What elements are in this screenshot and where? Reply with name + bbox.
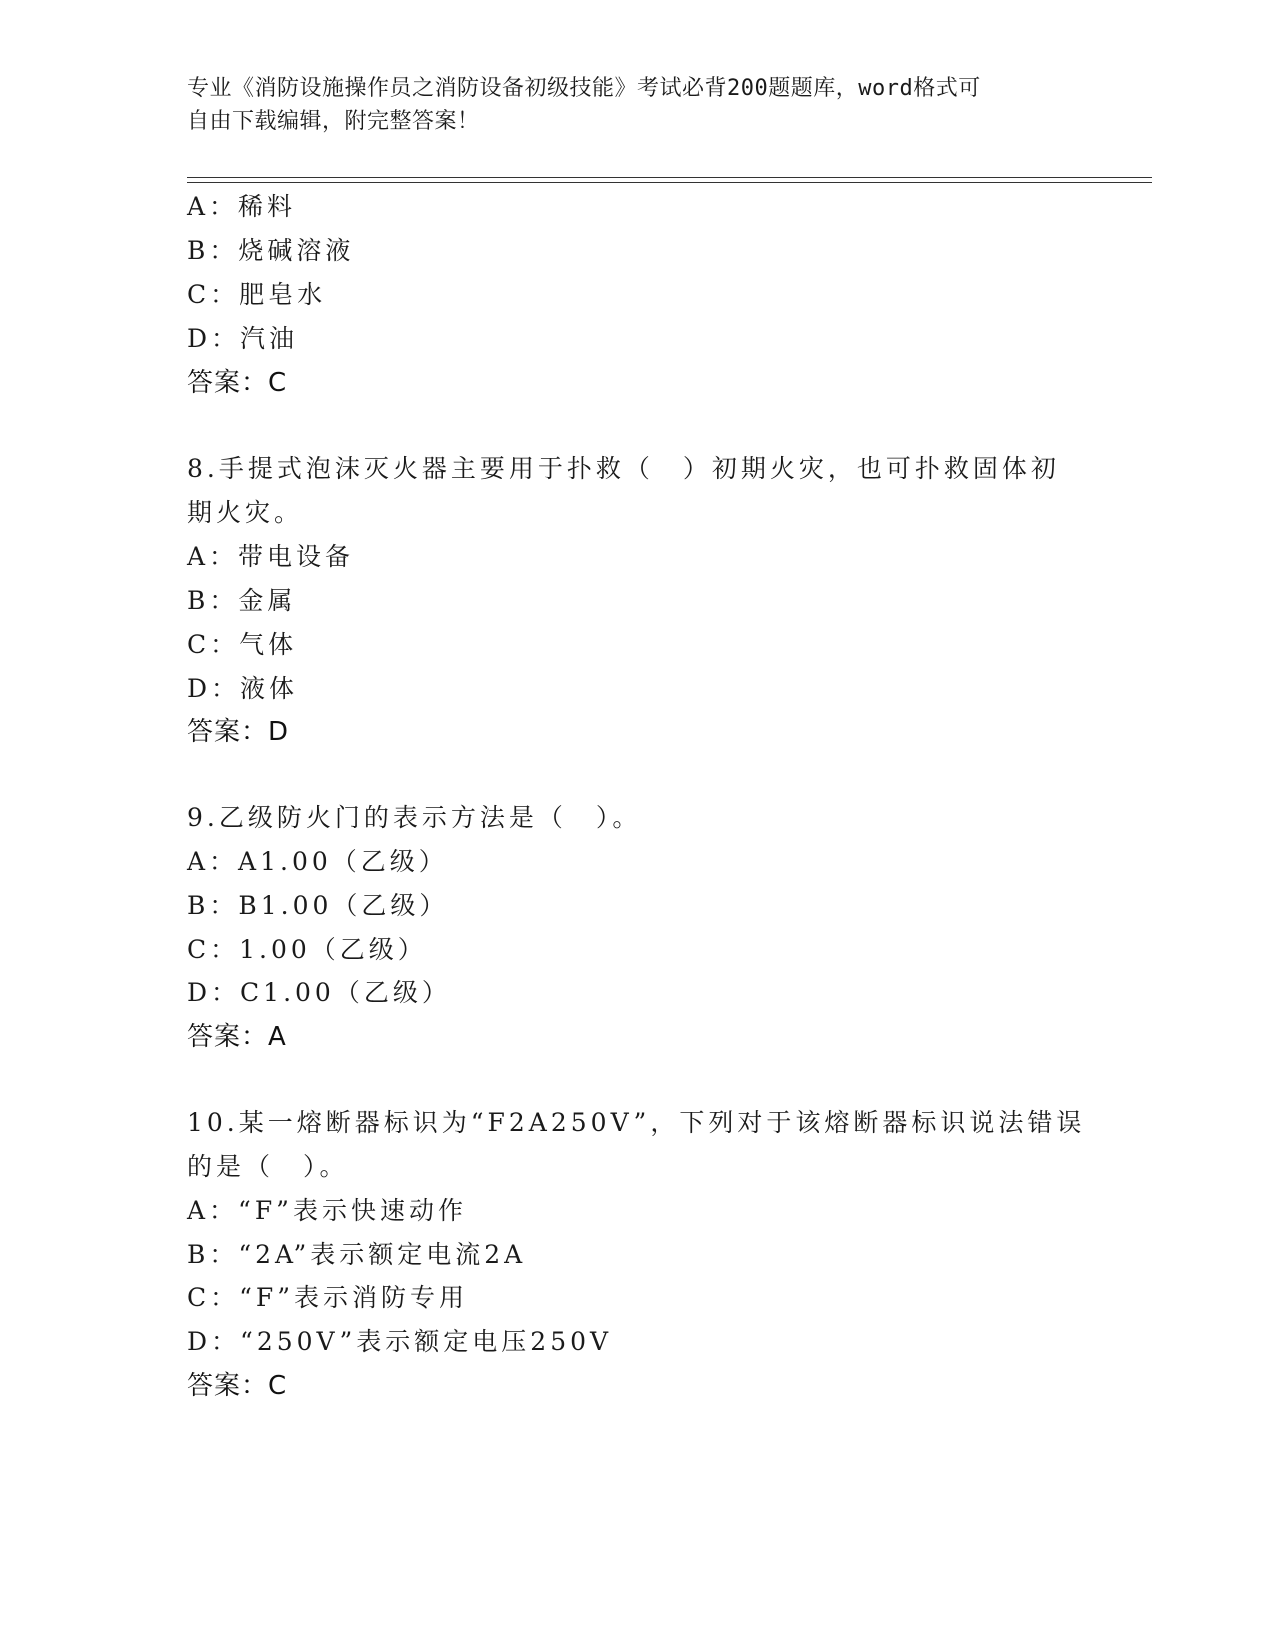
q10-stem-line-1: 10.某一熔断器标识为“F2A250V”，下列对于该熔断器标识说法错误 bbox=[187, 1108, 1086, 1137]
header-line-1: 专业《消防设施操作员之消防设备初级技能》考试必背200题题库，word格式可 bbox=[187, 76, 981, 101]
q9-option-b: B：B1.00（乙级） bbox=[187, 891, 449, 920]
q9-stem-line-1: 9.乙级防火门的表示方法是（ ）。 bbox=[187, 803, 642, 832]
document-header bbox=[187, 72, 1067, 138]
q7-option-d: D：汽油 bbox=[187, 324, 299, 353]
q9-option-c: C：1.00（乙级） bbox=[187, 935, 427, 964]
q7-option-b: B：烧碱溶液 bbox=[187, 236, 355, 265]
header-divider-top bbox=[187, 177, 1152, 178]
q10-option-a: A：“F”表示快速动作 bbox=[187, 1196, 467, 1225]
q8-stem-line-1: 8.手提式泡沫灭火器主要用于扑救（ ）初期火灾，也可扑救固体初 bbox=[187, 454, 1060, 483]
q10-option-d: D：“250V”表示额定电压250V bbox=[187, 1327, 613, 1356]
q10-option-c: C：“F”表示消防专用 bbox=[187, 1283, 469, 1312]
q8-answer: 答案：D bbox=[187, 717, 290, 747]
q9-answer: 答案：A bbox=[187, 1022, 287, 1052]
q7-option-a: A：稀料 bbox=[187, 192, 297, 221]
q8-stem-line-2: 期火灾。 bbox=[187, 498, 304, 527]
q8-option-a: A：带电设备 bbox=[187, 542, 355, 571]
q8-option-c: C：气体 bbox=[187, 630, 298, 659]
q8-option-b: B：金属 bbox=[187, 586, 297, 615]
q10-answer: 答案：C bbox=[187, 1371, 288, 1401]
q8-option-d: D：液体 bbox=[187, 674, 299, 703]
q7-answer: 答案：C bbox=[187, 368, 288, 398]
q9-option-a: A：A1.00（乙级） bbox=[187, 847, 448, 876]
q10-option-b: B：“2A”表示额定电流2A bbox=[187, 1240, 527, 1269]
q10-stem-line-2: 的是（ ）。 bbox=[187, 1152, 349, 1181]
header-divider-bottom bbox=[187, 182, 1152, 183]
q9-option-d: D：C1.00（乙级） bbox=[187, 978, 451, 1007]
q7-option-c: C：肥皂水 bbox=[187, 280, 327, 309]
header-line-2: 自由下载编辑，附完整答案！ bbox=[187, 109, 480, 134]
